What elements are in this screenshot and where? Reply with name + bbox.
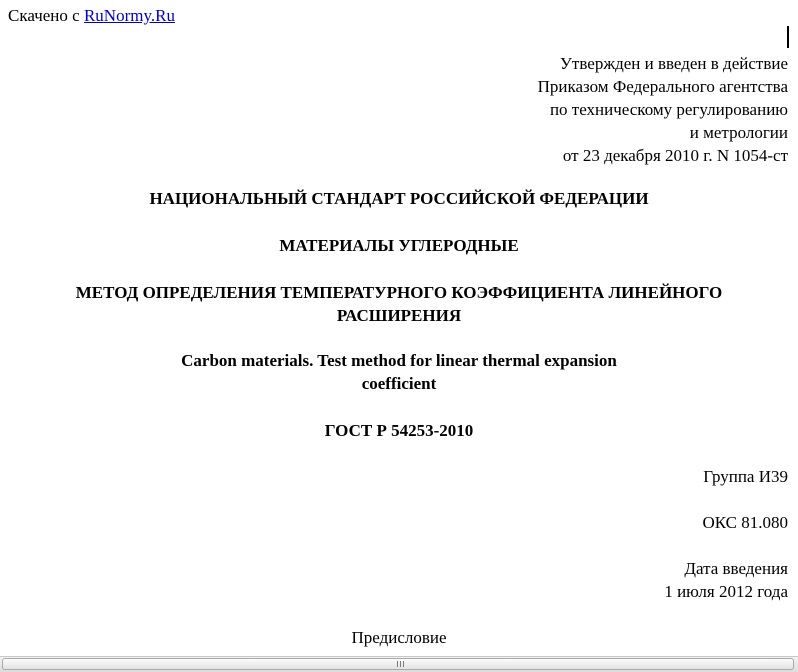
materials-title: МАТЕРИАЛЫ УГЛЕРОДНЫЕ bbox=[279, 236, 519, 255]
approval-line: от 23 декабря 2010 г. N 1054-ст bbox=[562, 146, 788, 165]
approval-line: по техническому регулированию bbox=[549, 100, 788, 119]
approval-block bbox=[538, 52, 788, 167]
oks-code: ОКС 81.080 bbox=[702, 513, 788, 532]
english-title-line: coefficient bbox=[361, 374, 437, 393]
approval-line: и метрологии bbox=[689, 123, 788, 142]
gost-number: ГОСТ Р 54253-2010 bbox=[324, 421, 474, 440]
download-source-line bbox=[8, 6, 175, 26]
introduction-date-label: Дата введения bbox=[684, 559, 788, 578]
download-prefix: Скачено с bbox=[8, 6, 80, 25]
runormy-link[interactable]: RuNormy.Ru bbox=[83, 6, 175, 25]
foreword-heading: Предисловие bbox=[351, 628, 447, 647]
horizontal-scrollbar[interactable] bbox=[0, 656, 798, 672]
group-code: Группа И39 bbox=[703, 467, 788, 486]
approval-line: Утвержден и введен в действие bbox=[559, 54, 788, 73]
method-title-line: МЕТОД ОПРЕДЕЛЕНИЯ ТЕМПЕРАТУРНОГО КОЭФФИЦИЕНТА ЛИНЕЙНОГО bbox=[75, 283, 723, 302]
english-title-line: Carbon materials. Test method for linear thermal expansion bbox=[181, 351, 617, 370]
scrollbar-thumb[interactable] bbox=[2, 658, 794, 670]
approval-line: Приказом Федерального агентства bbox=[537, 77, 788, 96]
text-cursor bbox=[787, 26, 789, 48]
grip-icon bbox=[396, 661, 406, 667]
introduction-date-value: 1 июля 2012 года bbox=[664, 582, 788, 601]
introduction-date bbox=[664, 557, 788, 603]
english-title bbox=[0, 349, 798, 395]
national-standard-title: НАЦИОНАЛЬНЫЙ СТАНДАРТ РОССИЙСКОЙ ФЕДЕРАЦИИ bbox=[149, 189, 649, 208]
method-title-line: РАСШИРЕНИЯ bbox=[336, 306, 462, 325]
method-title bbox=[0, 281, 798, 327]
